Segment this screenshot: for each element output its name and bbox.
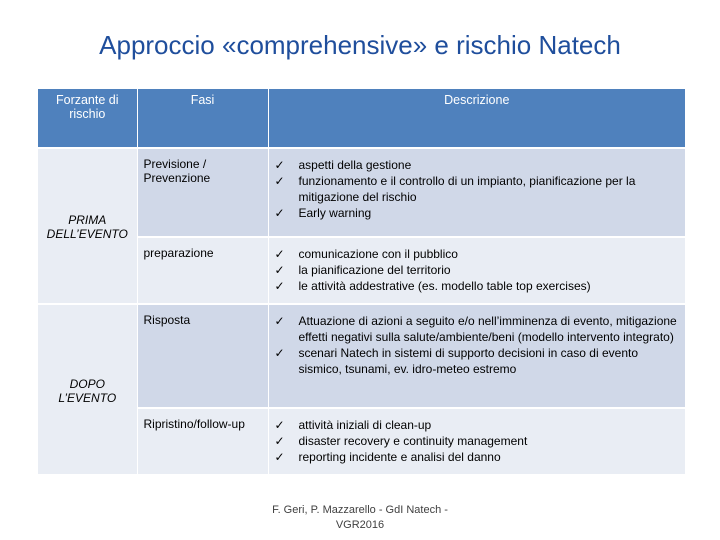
list-item: ✓ comunicazione con il pubblico: [275, 246, 680, 262]
table-row: [38, 304, 685, 408]
list-item: ✓ la pianificazione del territorio: [275, 262, 680, 278]
description-cell: [268, 304, 685, 408]
group-before-event: PRIMA DELL’EVENTO: [38, 148, 137, 304]
header-risk-driver: Forzante di rischio: [38, 89, 137, 148]
footer-credit: F. Geri, P. Mazzarello - GdI Natech - VGR2016: [272, 504, 448, 531]
phases-table: [38, 89, 685, 474]
description-list: [275, 157, 680, 221]
table-header-row: [38, 89, 685, 148]
description-list: [275, 417, 680, 465]
description-cell: [268, 408, 685, 474]
list-item: ✓ reporting incidente e analisi del danno: [275, 449, 680, 465]
description-cell: [268, 237, 685, 304]
header-description: Descrizione: [268, 89, 685, 148]
group-after-event: DOPO L’EVENTO: [38, 304, 137, 474]
table-row: [38, 148, 685, 237]
list-item: ✓ attività iniziali di clean-up: [275, 417, 680, 433]
phase-cell: Ripristino/follow-up: [137, 408, 268, 474]
list-item: ✓ disaster recovery e continuity management: [275, 433, 680, 449]
slide-title: Approccio «comprehensive» e rischio Natech: [99, 30, 621, 60]
header-phases: Fasi: [137, 89, 268, 148]
description-cell: [268, 148, 685, 237]
list-item: ✓ Attuazione di azioni a seguito e/o nell’imminenza di evento, mitigazione effetti negativi sulla salute/ambiente/beni (modello intervento integrato): [275, 313, 680, 345]
list-item: ✓ Early warning: [275, 205, 680, 221]
list-item: ✓ funzionamento e il controllo di un impianto, pianificazione per la mitigazione del rischio: [275, 173, 680, 205]
description-list: [275, 313, 680, 377]
description-list: [275, 246, 680, 294]
list-item: ✓ aspetti della gestione: [275, 157, 680, 173]
list-item: ✓ le attività addestrative (es. modello table top exercises): [275, 278, 680, 294]
list-item: ✓ scenari Natech in sistemi di supporto decisioni in caso di evento sismico, tsunami, ev. idro-meteo estremo: [275, 345, 680, 377]
phase-cell: Risposta: [137, 304, 268, 408]
phase-cell: preparazione: [137, 237, 268, 304]
phase-cell: Previsione / Prevenzione: [137, 148, 268, 237]
